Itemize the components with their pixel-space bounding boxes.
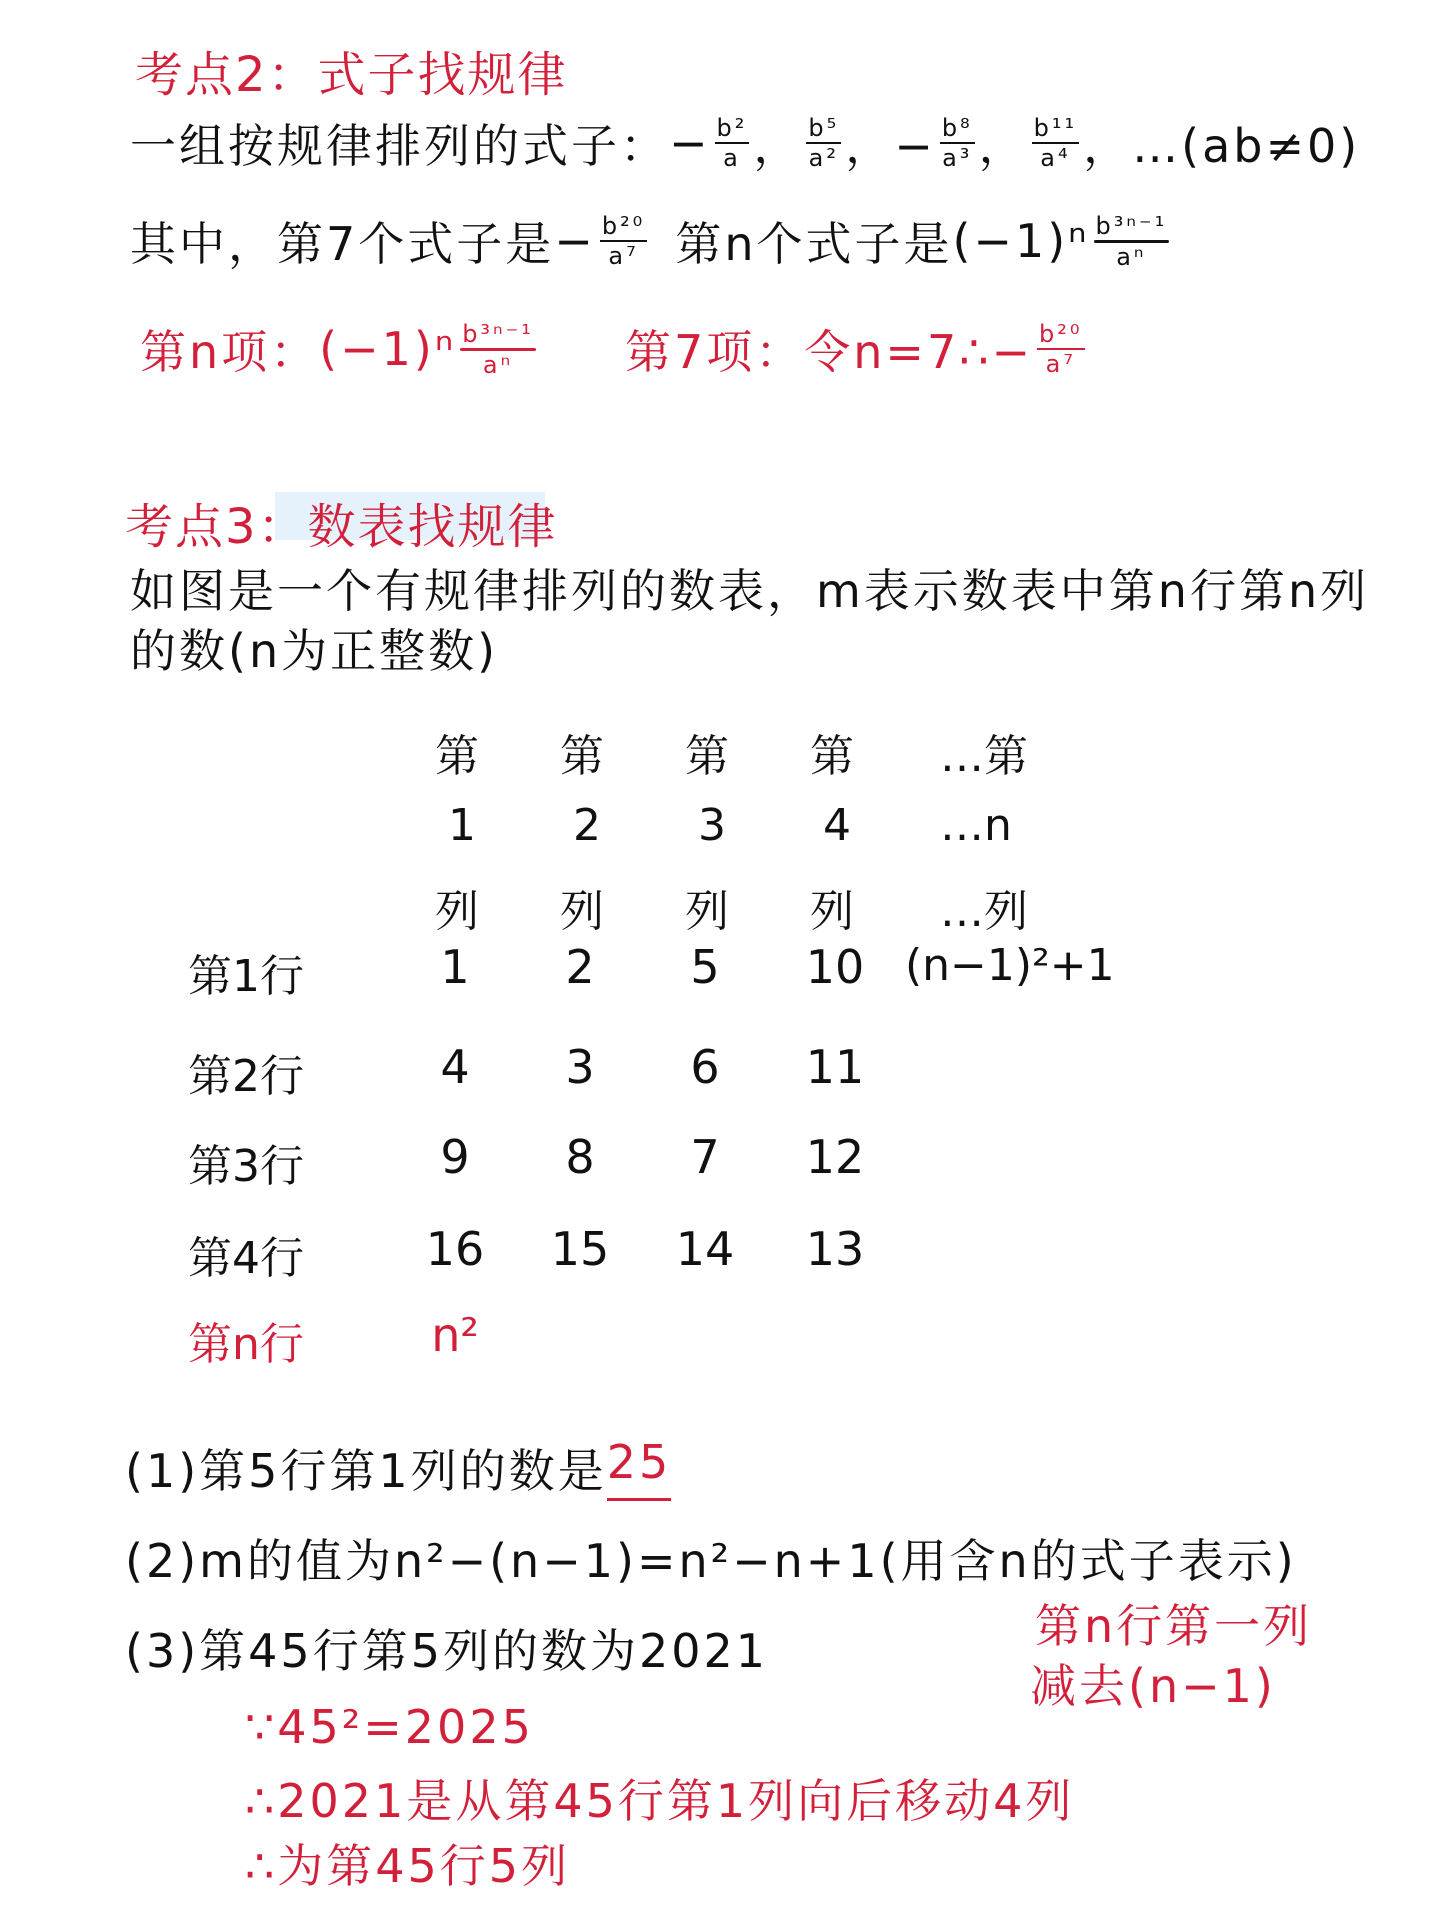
seventh-term-intro: 其中，第7个式子是	[130, 217, 555, 271]
term-4-sign: ，	[978, 119, 1028, 173]
row1-general-formula: (n−1)²+1	[905, 940, 1115, 991]
row3-label: 第3行	[188, 1141, 304, 1192]
col3-header-lie: 列	[685, 886, 729, 937]
seventh-term-fraction	[600, 214, 647, 268]
solution-line3: ∴为第45行5列	[245, 1839, 571, 1893]
general-term-line	[130, 208, 1173, 274]
seventh-term-sign: −	[554, 214, 596, 268]
red-nth-denominator: aⁿ	[482, 350, 514, 379]
red-seventh-numerator: b²⁰	[1039, 320, 1083, 348]
coln-header-num: …n	[940, 800, 1012, 851]
question-1-text: (1)第5行第1列的数是	[125, 1444, 607, 1498]
nth-term-numerator: b³ⁿ⁻¹	[1095, 211, 1168, 240]
cell-r1-c3: 5	[690, 940, 720, 994]
question-3: (3)第45行第5列的数为2021	[125, 1624, 769, 1678]
side-note-line1: 第n行第一列	[1035, 1599, 1313, 1653]
cell-rn-c1: n²	[431, 1308, 479, 1362]
term-4-denominator: a⁴	[1040, 144, 1071, 172]
term-3-numerator: b⁸	[941, 114, 973, 142]
cell-r1-c2: 2	[565, 940, 595, 994]
side-note-line2: 减去(n−1)	[1030, 1659, 1276, 1713]
row1-label: 第1行	[188, 951, 304, 1002]
nth-term-fraction	[1094, 211, 1170, 271]
cell-r4-c4: 13	[805, 1222, 865, 1276]
row4-label: 第4行	[188, 1233, 304, 1284]
nth-term-denominator: aⁿ	[1116, 242, 1147, 271]
red-nth-fraction	[460, 319, 536, 379]
red-seventh-denominator: a⁷	[1045, 350, 1076, 378]
coln-header-di: …第	[940, 731, 1028, 782]
red-seventh-term-line	[625, 316, 1089, 382]
question-2: (2)m的值为n²−(n−1)=n²−n+1(用含n的式子表示)	[125, 1534, 1297, 1588]
sequence-suffix: ，…(ab≠0)	[1083, 119, 1361, 173]
term-2-numerator: b⁵	[808, 114, 840, 142]
col1-header-di: 第	[435, 731, 479, 782]
sequence-line	[130, 110, 1360, 176]
red-nth-coefficient: (−1)ⁿ	[319, 322, 457, 376]
cell-r1-c4: 10	[805, 940, 865, 994]
term-1-denominator: a	[723, 144, 741, 172]
col1-header-lie: 列	[435, 886, 479, 937]
nth-term-coefficient: (−1)ⁿ	[952, 214, 1090, 268]
cell-r1-c1: 1	[440, 940, 470, 994]
cell-r2-c3: 6	[690, 1040, 720, 1094]
cell-r4-c1: 16	[425, 1222, 485, 1276]
term-3-sign: ，−	[845, 119, 936, 173]
term-2-fraction	[806, 116, 841, 170]
cell-r4-c2: 15	[550, 1222, 610, 1276]
term-1-sign: −	[669, 116, 711, 170]
term-3-denominator: a³	[942, 144, 973, 172]
seventh-term-numerator: b²⁰	[601, 212, 646, 240]
term-2-denominator: a²	[808, 144, 839, 172]
cell-r3-c2: 8	[565, 1130, 595, 1184]
term-4-fraction	[1032, 116, 1079, 170]
term-2-sign: ，	[753, 119, 803, 173]
cell-r2-c2: 3	[565, 1040, 595, 1094]
term-3-fraction	[940, 116, 975, 170]
red-seventh-label: 第7项：令n=7∴−	[625, 325, 1034, 379]
red-nth-term-line	[140, 316, 540, 382]
solution-line1: ∵45²=2025	[245, 1700, 534, 1754]
col3-header-di: 第	[685, 731, 729, 782]
col4-header-num: 4	[823, 800, 851, 851]
cell-r3-c3: 7	[690, 1130, 720, 1184]
question-1	[125, 1435, 671, 1501]
col1-header-num: 1	[448, 800, 476, 851]
red-seventh-fraction	[1037, 322, 1084, 376]
cell-r2-c4: 11	[805, 1040, 865, 1094]
col4-header-di: 第	[810, 731, 854, 782]
cell-r4-c3: 14	[675, 1222, 735, 1276]
table-description-line1: 如图是一个有规律排列的数表，m表示数表中第n行第n列	[130, 564, 1370, 618]
term-4-numerator: b¹¹	[1033, 114, 1078, 142]
col2-header-num: 2	[573, 800, 601, 851]
term-1-numerator: b²	[716, 114, 748, 142]
term-1-fraction	[715, 116, 750, 170]
col4-header-lie: 列	[810, 886, 854, 937]
cell-r2-c1: 4	[440, 1040, 470, 1094]
solution-line2: ∴2021是从第45行第1列向后移动4列	[245, 1774, 1075, 1828]
table-description-line2: 的数(n为正整数)	[130, 624, 499, 678]
section3-title: 考点3：数表找规律	[125, 499, 558, 555]
sequence-intro: 一组按规律排列的式子：	[130, 119, 669, 173]
col3-header-num: 3	[698, 800, 726, 851]
question-1-answer: 25	[607, 1435, 672, 1501]
cell-r3-c4: 12	[805, 1130, 865, 1184]
red-nth-numerator: b³ⁿ⁻¹	[462, 319, 534, 348]
section2-title: 考点2：式子找规律	[135, 47, 568, 103]
seventh-term-denominator: a⁷	[608, 242, 639, 270]
nth-term-intro: 第n个式子是	[675, 217, 953, 271]
red-nth-label: 第n项：	[140, 325, 320, 379]
col2-header-di: 第	[560, 731, 604, 782]
row2-label: 第2行	[188, 1051, 304, 1102]
row-n-label: 第n行	[188, 1319, 304, 1370]
col2-header-lie: 列	[560, 886, 604, 937]
coln-header-lie: …列	[940, 886, 1028, 937]
cell-r3-c1: 9	[440, 1130, 470, 1184]
